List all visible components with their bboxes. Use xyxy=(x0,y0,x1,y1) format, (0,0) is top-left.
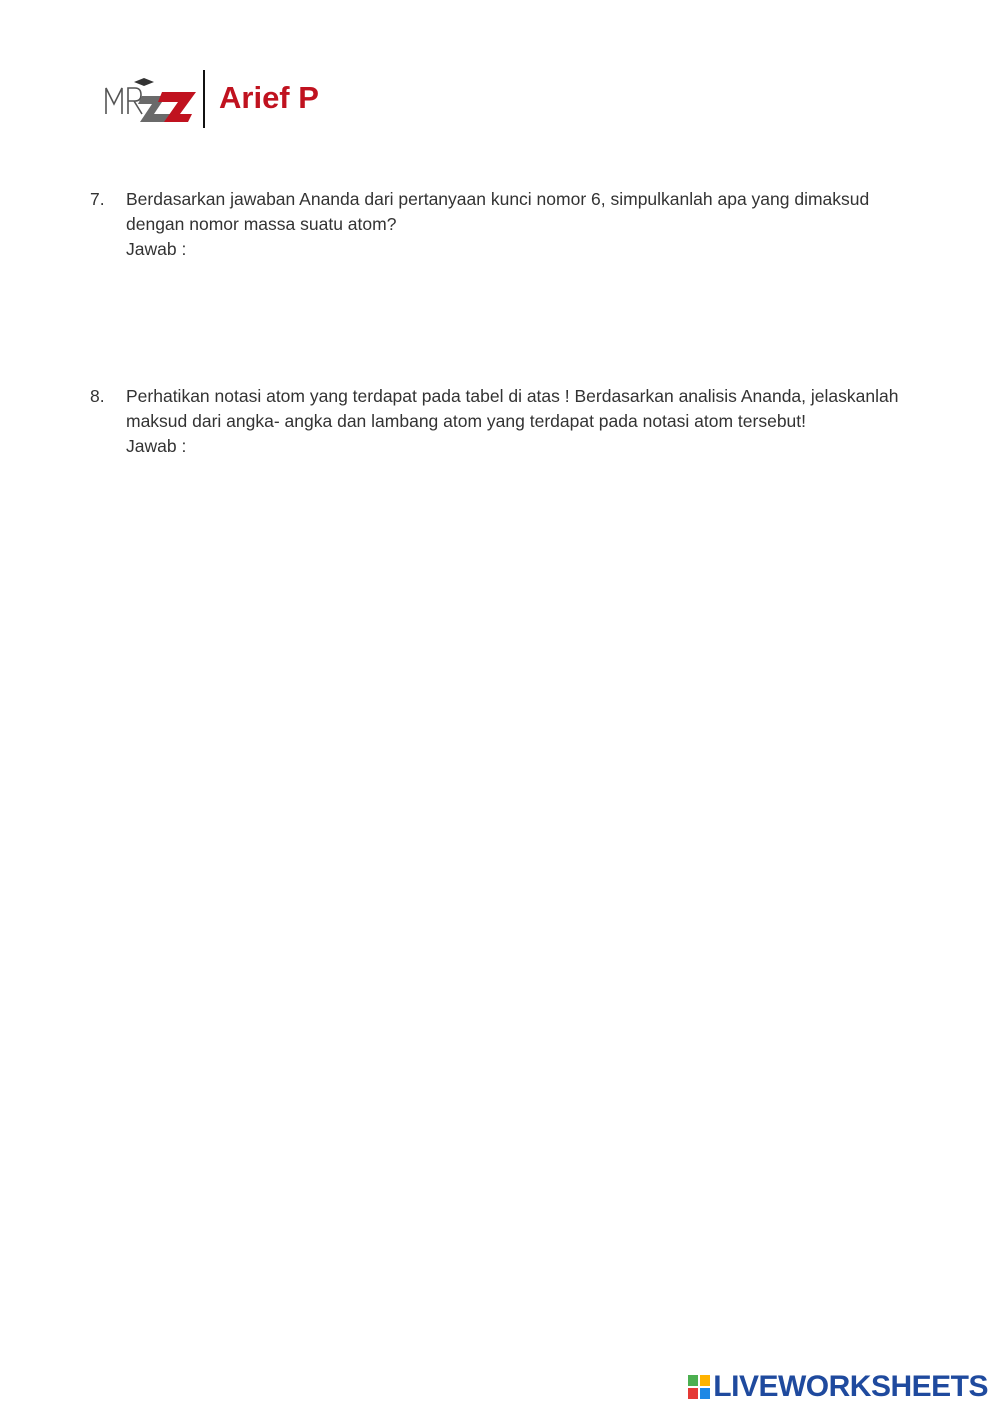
question-body xyxy=(126,384,920,459)
mrz-logo-icon xyxy=(104,74,200,126)
question-8 xyxy=(90,384,920,459)
liveworksheets-logo xyxy=(688,1372,988,1402)
answer-label: Jawab : xyxy=(126,239,187,259)
author-name: Arief P xyxy=(219,80,319,115)
question-7 xyxy=(90,187,920,262)
liveworksheets-icon xyxy=(688,1375,710,1399)
question-number: 8. xyxy=(90,386,105,406)
liveworksheets-brand: LIVEWORKSHEETS xyxy=(713,1370,988,1403)
question-text: Perhatikan notasi atom yang terdapat pada tabel di atas ! Berdasarkan analisis Ananda, jelaskanlah maksud dari angka- angka dan lambang atom yang terdapat pada notasi atom tersebut! xyxy=(126,386,899,431)
page-header xyxy=(104,70,404,130)
header-divider xyxy=(203,70,205,128)
answer-label: Jawab : xyxy=(126,436,187,456)
question-body xyxy=(126,187,920,262)
question-text: Berdasarkan jawaban Ananda dari pertanyaan kunci nomor 6, simpulkanlah apa yang dimaksud dengan nomor massa suatu atom? xyxy=(126,189,870,234)
question-number: 7. xyxy=(90,189,105,209)
